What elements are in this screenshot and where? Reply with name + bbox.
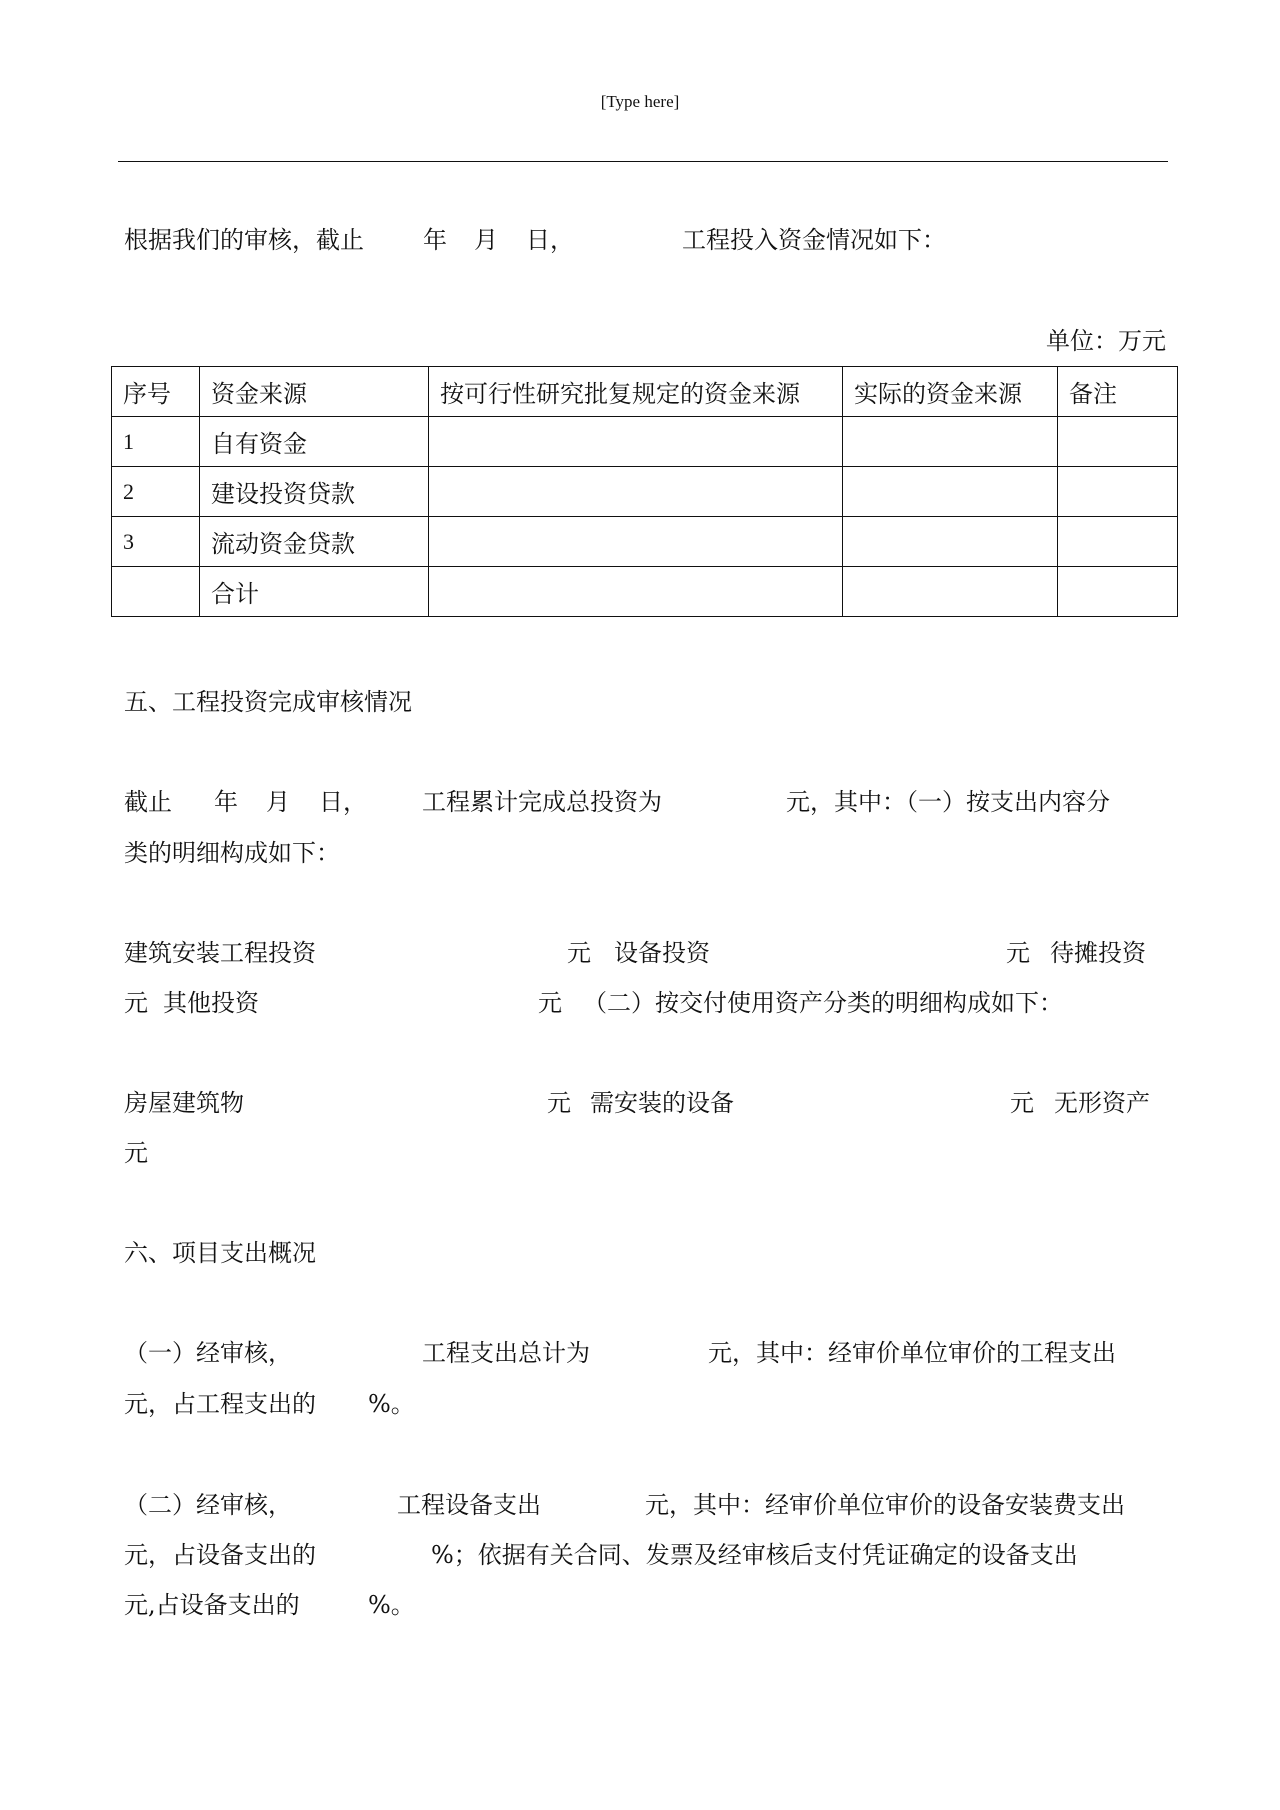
table-row xyxy=(112,417,1178,467)
s5-l6: 元 xyxy=(124,1139,148,1167)
header-cell: 资金来源 xyxy=(200,367,429,417)
s5-l3-d: 元 xyxy=(1006,939,1030,967)
s6-p2-c: 元，其中：经审价单位审价的设备安装费支出 xyxy=(645,1491,1125,1519)
table-header-row xyxy=(112,367,1178,417)
intro-text-1: 根据我们的审核，截止 xyxy=(124,226,364,254)
s6-p1-c: 元，其中：经审价单位审价的工程支出 xyxy=(708,1339,1116,1367)
s5-l1-a: 截止 xyxy=(124,788,172,816)
header-cell: 备注 xyxy=(1058,367,1178,417)
s6-p2-a: （二）经审核， xyxy=(124,1491,292,1519)
s5-l5-c: 需安装的设备 xyxy=(590,1089,734,1117)
intro-text-2: 工程投入资金情况如下： xyxy=(682,226,946,254)
s6-p2-f: 元,占设备支出的 xyxy=(124,1591,300,1619)
s5-l4-a: 元 xyxy=(124,989,148,1017)
s5-l4-b: 其他投资 xyxy=(163,989,259,1017)
row-remark xyxy=(1058,567,1178,617)
intro-month: 月 xyxy=(474,226,498,254)
s5-l5-a: 房屋建筑物 xyxy=(124,1089,244,1117)
row-planned xyxy=(429,567,843,617)
s5-l3-e: 待摊投资 xyxy=(1050,939,1146,967)
s5-l5-d: 元 xyxy=(1010,1089,1034,1117)
s5-l1-c: 月 xyxy=(266,788,290,816)
row-source: 建设投资贷款 xyxy=(200,467,429,517)
row-actual xyxy=(843,567,1058,617)
row-remark xyxy=(1058,417,1178,467)
table-row xyxy=(112,517,1178,567)
s6-p2-d: 元，占设备支出的 xyxy=(124,1541,316,1569)
row-source: 自有资金 xyxy=(200,417,429,467)
s5-l3-c: 设备投资 xyxy=(614,939,710,967)
row-number: 3 xyxy=(112,517,200,567)
row-source: 合计 xyxy=(200,567,429,617)
s5-l2: 类的明细构成如下： xyxy=(124,839,340,867)
s5-l5-e: 无形资产 xyxy=(1054,1089,1150,1117)
s5-l1-b: 年 xyxy=(214,788,238,816)
row-remark xyxy=(1058,467,1178,517)
row-planned xyxy=(429,517,843,567)
row-number xyxy=(112,567,200,617)
s5-l3-a: 建筑安装工程投资 xyxy=(124,939,316,967)
s6-p1-d: 元，占工程支出的 xyxy=(124,1390,316,1418)
section5-heading: 五、工程投资完成审核情况 xyxy=(124,688,412,716)
row-actual xyxy=(843,517,1058,567)
s6-p1-a: （一）经审核， xyxy=(124,1339,292,1367)
table-total-row xyxy=(112,567,1178,617)
s6-p2-b: 工程设备支出 xyxy=(397,1491,541,1519)
s5-l1-f: 元，其中：（一）按支出内容分 xyxy=(786,788,1110,816)
s5-l3-b: 元 xyxy=(567,939,591,967)
row-remark xyxy=(1058,517,1178,567)
row-source: 流动资金贷款 xyxy=(200,517,429,567)
s5-l1-d: 日， xyxy=(319,788,367,816)
s6-p2-e: %；依据有关合同、发票及经审核后支付凭证确定的设备支出 xyxy=(431,1541,1078,1569)
s5-l5-b: 元 xyxy=(547,1089,571,1117)
intro-year: 年 xyxy=(423,226,447,254)
header-cell: 实际的资金来源 xyxy=(843,367,1058,417)
unit-label: 单位：万元 xyxy=(1046,327,1166,355)
row-planned xyxy=(429,467,843,517)
s5-l1-e: 工程累计完成总投资为 xyxy=(422,788,662,816)
row-actual xyxy=(843,417,1058,467)
s6-p1-b: 工程支出总计为 xyxy=(422,1339,590,1367)
table-row xyxy=(112,467,1178,517)
s6-p2-g: %。 xyxy=(368,1591,415,1619)
row-actual xyxy=(843,467,1058,517)
s6-p1-e: %。 xyxy=(368,1390,415,1418)
s5-l4-c: 元 xyxy=(538,989,562,1017)
header-cell: 序号 xyxy=(112,367,200,417)
page-header: [Type here] xyxy=(600,92,680,111)
row-number: 2 xyxy=(112,467,200,517)
section6-heading: 六、项目支出概况 xyxy=(124,1239,316,1267)
row-number: 1 xyxy=(112,417,200,467)
fund-source-table xyxy=(111,366,1178,617)
header-divider xyxy=(118,161,1168,162)
header-cell: 按可行性研究批复规定的资金来源 xyxy=(429,367,843,417)
row-planned xyxy=(429,417,843,467)
s5-l4-d: （二）按交付使用资产分类的明细构成如下： xyxy=(583,989,1063,1017)
intro-day: 日， xyxy=(526,226,574,254)
